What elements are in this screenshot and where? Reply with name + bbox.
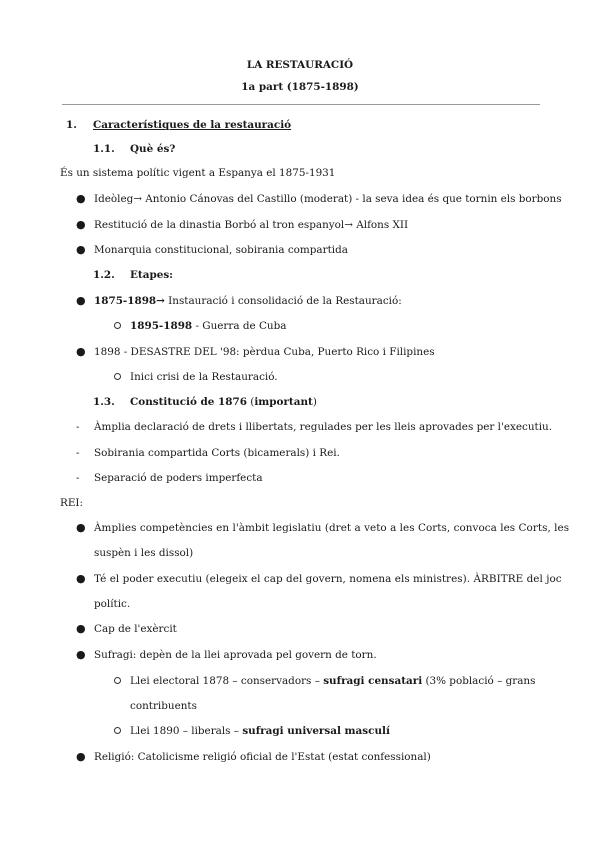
suffrage-type: sufragi universal masculí [242, 725, 390, 737]
suffrage-type: sufragi censatari [323, 675, 423, 687]
circle-bullet-icon [114, 677, 121, 684]
stage-dates: 1895-1898 [130, 320, 193, 332]
importance-note: important [254, 396, 313, 408]
list-item: 1898 - DESASTRE DEL '98: pèrdua Cuba, Puerto Rico i Filipines [94, 346, 435, 358]
list-item: Inici crisi de la Restauració. [130, 371, 278, 383]
list-item-line: polític. [94, 598, 131, 610]
bullet-icon: ● [76, 750, 86, 763]
page-title: LA RESTAURACIÓ [246, 59, 354, 71]
intro-text: És un sistema polític vigent a Espanya el 1875-1931 [60, 167, 336, 179]
bullet-icon: ● [76, 243, 86, 256]
subsection-1-3-number: 1.3. [93, 396, 115, 408]
list-item: Restitució de la dinastia Borbó al tron espanyol→ Alfons XII [94, 219, 409, 231]
page-subtitle: 1a part (1875-1898) [241, 81, 359, 93]
bullet-icon: ● [76, 622, 86, 635]
dash-bullet-icon: - [76, 447, 80, 459]
bullet-icon: ● [76, 521, 86, 534]
rei-label: REI: [60, 497, 84, 509]
list-item-line: contribuents [130, 700, 197, 712]
list-item: Religió: Catolicisme religió oficial de l'Estat (estat confessional) [94, 751, 431, 763]
list-item: Cap de l'exèrcit [94, 623, 177, 635]
title-divider [62, 104, 540, 105]
subsection-1-2-number: 1.2. [93, 269, 115, 281]
bullet-icon: ● [76, 192, 86, 205]
list-item-line: suspèn i les dissol) [94, 547, 194, 559]
subsection-1-3-title: Constitució de 1876 (important) [130, 396, 317, 408]
list-item: Àmplia declaració de drets i llibertats, regulades per les lleis aprovades per l'executiu. [94, 421, 553, 433]
list-item: Sufragi: depèn de la llei aprovada pel govern de torn. [94, 649, 377, 661]
stage-description: - Guerra de Cuba [192, 320, 287, 332]
dash-bullet-icon: - [76, 472, 80, 484]
section-1-title: Característiques de la restauració [93, 119, 292, 131]
bullet-icon: ● [76, 345, 86, 358]
list-item-line: Àmplies competències en l'àmbit legislatiu (dret a veto a les Corts, convoca les Corts, les [94, 522, 570, 534]
list-item: Sobirania compartida Corts (bicamerals) i Rei. [94, 447, 340, 459]
subsection-1-2-title: Etapes: [130, 269, 174, 281]
list-item: Separació de poders imperfecta [94, 472, 263, 484]
circle-bullet-icon [114, 322, 121, 329]
list-item [94, 294, 402, 308]
dash-bullet-icon: - [76, 421, 80, 433]
list-item: Ideòleg→ Antonio Cánovas del Castillo (moderat) - la seva idea és que tornin els borbons [94, 193, 562, 205]
list-item: Llei electoral 1878 – conservadors – sufragi censatari (3% població – grans [130, 675, 536, 687]
subsection-1-1-number: 1.1. [93, 143, 115, 155]
stage-dates: 1875-1898→ [94, 295, 165, 307]
list-item-line: Té el poder executiu (elegeix el cap del govern, nomena els ministres). ÀRBITRE del joc [94, 573, 562, 585]
bullet-icon: ● [76, 294, 86, 307]
list-item: Monarquia constitucional, sobirania compartida [94, 244, 348, 256]
circle-bullet-icon [114, 373, 121, 380]
bullet-icon: ● [76, 648, 86, 661]
list-item: Llei 1890 – liberals – sufragi universal masculí [130, 725, 390, 737]
stage-description: Instauració i consolidació de la Restauració: [164, 295, 402, 307]
section-1-number: 1. [66, 119, 77, 131]
list-item [130, 319, 286, 333]
bullet-icon: ● [76, 572, 86, 585]
subsection-1-1-title: Què és? [130, 143, 176, 155]
bullet-icon: ● [76, 218, 86, 231]
circle-bullet-icon [114, 727, 121, 734]
